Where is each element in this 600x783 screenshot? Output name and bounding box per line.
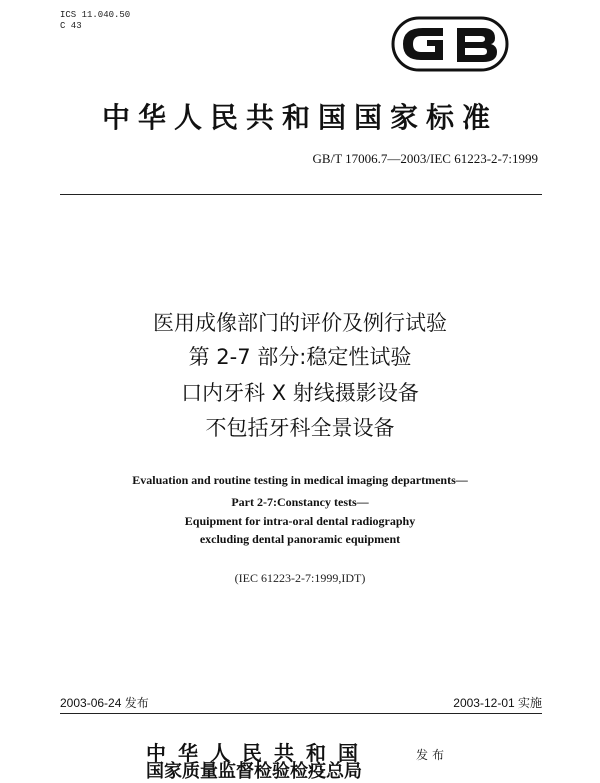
ics-code: ICS 11.040.50 <box>60 10 131 20</box>
standard-number: GB/T 17006.7—2003/IEC 61223-2-7:1999 <box>312 151 538 166</box>
issuer-line-2: 国家质量监督检验检疫总局 <box>146 761 362 782</box>
title-en-line-1: Evaluation and routine testing in medical imaging departments— <box>132 473 468 487</box>
title-zh-line-2: 第 2-7 部分:稳定性试验 <box>188 345 412 369</box>
title-zh-line-1: 医用成像部门的评价及例行试验 <box>153 311 447 335</box>
equivalence-note: (IEC 61223-2-7:1999,IDT) <box>234 571 366 585</box>
ccs-code: C 43 <box>60 21 82 31</box>
title-en-line-3: Equipment for intra-oral dental radiography <box>184 514 416 528</box>
issue-date: 2003-06-24 发布 <box>60 696 149 710</box>
issue-label: 发布 <box>416 748 449 762</box>
gb-logo-icon <box>385 14 515 74</box>
standard-title: 中华人民共和国国家标准 <box>101 101 498 134</box>
title-en-line-4: excluding dental panoramic equipment <box>199 532 401 546</box>
title-en-line-2: Part 2-7:Constancy tests— <box>231 495 369 509</box>
bottom-divider <box>60 713 542 714</box>
top-divider <box>60 194 542 195</box>
title-zh-line-4: 不包括牙科全景设备 <box>205 416 395 440</box>
implementation-date: 2003-12-01 实施 <box>453 696 542 710</box>
issuer-line-1: 中华人民共和国 <box>146 741 370 765</box>
title-zh-line-3: 口内牙科 X 射线摄影设备 <box>181 381 419 405</box>
